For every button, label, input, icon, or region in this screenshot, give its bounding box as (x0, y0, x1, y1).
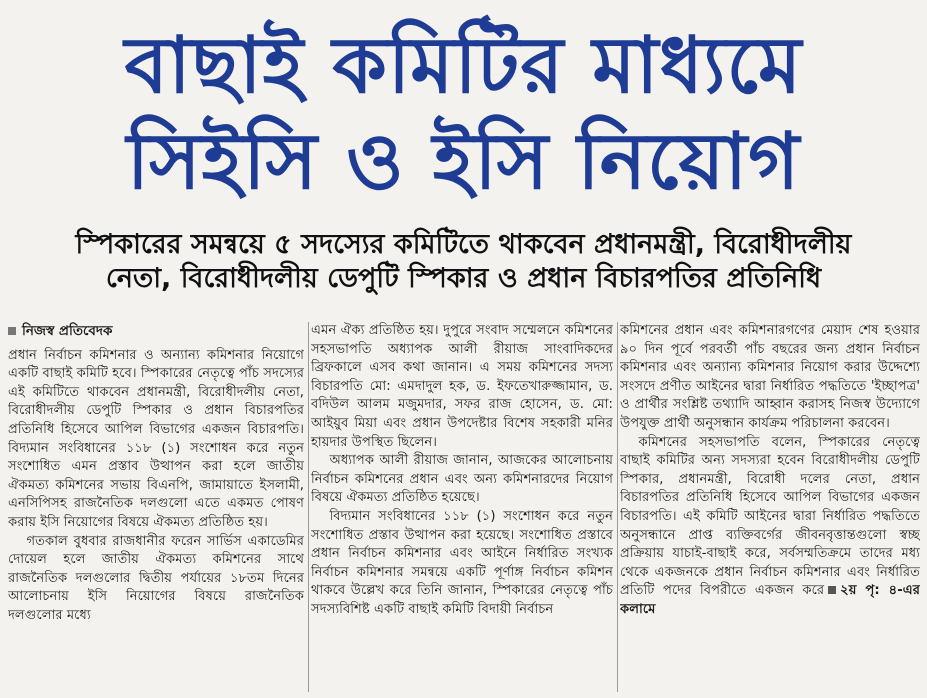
headline-line-1: বাছাই কমিটির মাধ্যমে (124, 21, 803, 111)
paragraph: এমন ঐক্য প্রতিষ্ঠিত হয়। দুপুরে সংবাদ সম্মেলনে কমিশনের সহসভাপতি অধ্যাপক আলী রীয়াজ সাংবাদিকদের ব্রিফকালে এসব কথা জানান। এ সময় কমিশনের সদস্য বিচারপতি মো: এমদাদুল হক, ড. ইফতেখারুজ্জামান, ড. বদিউল আলম মজুমদার, সফর রাজ হোসেন, ড. মো: আইয়ুব মিয়া এবং প্রধান উপদেষ্টার বিশেষ সহকারী মনির হায়দার উপস্থিত ছিলেন। (311, 323, 613, 450)
article-body (8, 322, 920, 698)
headline-line-2: সিইসি ও ইসি নিয়োগ (126, 117, 801, 207)
paragraph: গতকাল বুধবার রাজধানীর ফরেন সার্ভিস একাডেমির দোয়েল হলে জাতীয় ঐকমত্য কমিশনের সাথে রাজনৈতিক দলগুলোর দ্বিতীয় পর্যায়ের ১৮তম দিনের আলোচনায় ইসি নিয়োগের বিষয়ে রাজনৈতিক দলগুলোর মধ্যে (8, 533, 304, 623)
byline (8, 322, 304, 341)
paragraph-text: কমিশনের সহসভাপতি বলেন, স্পিকারের নেতৃত্বে বাছাই কমিটির অন্য সদস্যরা হবেন বিরোধীদলীয় ডেপুটি স্পিকার, প্রধানমন্ত্রী, বিরোধী দলের নেতা, প্রধান বিচারপতির প্রতিনিধি হিসেবে আপিল বিভাগের একজন বিচারপতি। এই কমিটি আইনের দ্বারা নির্ধারিত পদ্ধতিতে অনুসন্ধানে প্রাপ্ত ব্যক্তিবর্গের জীবনবৃত্তান্তগুলো স্বচ্ছ প্রক্রিয়ায় যাচাই-বাছাই করে, সর্বসম্মতিক্রমে তাদের মধ্য থেকে একজনকে প্রধান নির্বাচন কমিশনার এবং নির্ধারিত প্রতিটি পদের বিপরীতে একজন করে (620, 434, 920, 599)
continued-jump: ২য় পৃ: ৪-এর কলামে (620, 583, 920, 617)
article-column-2 (311, 322, 613, 698)
article-column-3 (620, 322, 920, 698)
paragraph: অধ্যাপক আলী রীয়াজ জানান, আজকের আলোচনায় নির্বাচন কমিশনের প্রধান এবং অন্য কমিশনারদের নিয়োগ বিষয়ে ঐকমত্য প্রতিষ্ঠিত হয়েছে। (311, 453, 613, 506)
paragraph: বিদ্যমান সংবিধানের ১১৮ (১) সংশোধন করে নতুন সংশোধিত প্রস্তাব উত্থাপন করা হয়েছে। সংশোধিত প্রস্তাবে প্রধান নির্বাচন কমিশনার এবং আইনে নির্ধারিত সংখ্যক নির্বাচন কমিশনার সমন্বয়ে একটি পূর্ণাঙ্গ নির্বাচন কমিশন থাকবে উল্লেখ করে তিনি জানান, স্পিকারের নেতৃত্বে পাঁচ সদস্যবিশিষ্ট একটি বাছাই কমিটি বিদায়ী নির্বাচন (311, 508, 613, 617)
article-column-1 (8, 322, 304, 698)
subheadline-line-1: স্পিকারের সমন্বয়ে ৫ সদস্যের কমিটিতে থাকবেন প্রধানমন্ত্রী, বিরোধীদলীয় (75, 229, 852, 260)
subheadline-line-2: নেতা, বিরোধীদলীয় ডেপুটি স্পিকার ও প্রধান বিচারপতির প্রতিনিধি (105, 263, 822, 294)
byline-text: নিজস্ব প্রতিবেদক (22, 323, 113, 339)
bullet-icon (8, 327, 16, 335)
paragraph: প্রধান নির্বাচন কমিশনার ও অন্যান্য কমিশনার নিয়োগে একটি বাছাই কমিটি হবে। স্পিকারের নেতৃত্বে পাঁচ সদস্যের এই কমিটিতে থাকবেন প্রধানমন্ত্রী, বিরোধীদলীয় নেতা, বিরোধীদলীয় ডেপুটি স্পিকার ও প্রধান বিচারপতির প্রতিনিধি হিসেবে আপিল বিভাগের একজন বিচারপতি। বিদ্যমান সংবিধানের ১১৮ (১) সংশোধন করে নতুন সংশোধিত এমন প্রস্তাব উত্থাপন করা হলে জাতীয় ঐকমত্য কমিশনের সভায় বিএনপি, জামায়াতে ইসলামী, এনসিপিসহ রাজনৈতিক দলগুলো এতে একমত পোষণ করায় ইসি নিয়োগের বিষয়ে ঐকমত্য প্রতিষ্ঠিত হয়। (8, 347, 304, 530)
square-bullet-icon (828, 586, 836, 594)
paragraph (620, 434, 920, 620)
paragraph: কমিশনের প্রধান এবং কমিশনারগণের মেয়াদ শেষ হওয়ার ৯০ দিন পূর্বে পরবর্তী পাঁচ বছরের জন্য প্রধান নির্বাচন কমিশনার এবং অন্যান্য কমিশনার নিয়োগ করার উদ্দেশ্যে সংসদে প্রণীত আইনের দ্বারা নির্ধারিত পদ্ধতিতে 'ইচ্ছাপত্র' ও প্রার্থীর সংশ্লিষ্ট তথ্যাদি আহ্বান করাসহ নিজস্ব উদ্যোগে উপযুক্ত প্রার্থী অনুসন্ধান কার্যক্রম পরিচালনা করবেন। (620, 323, 920, 431)
